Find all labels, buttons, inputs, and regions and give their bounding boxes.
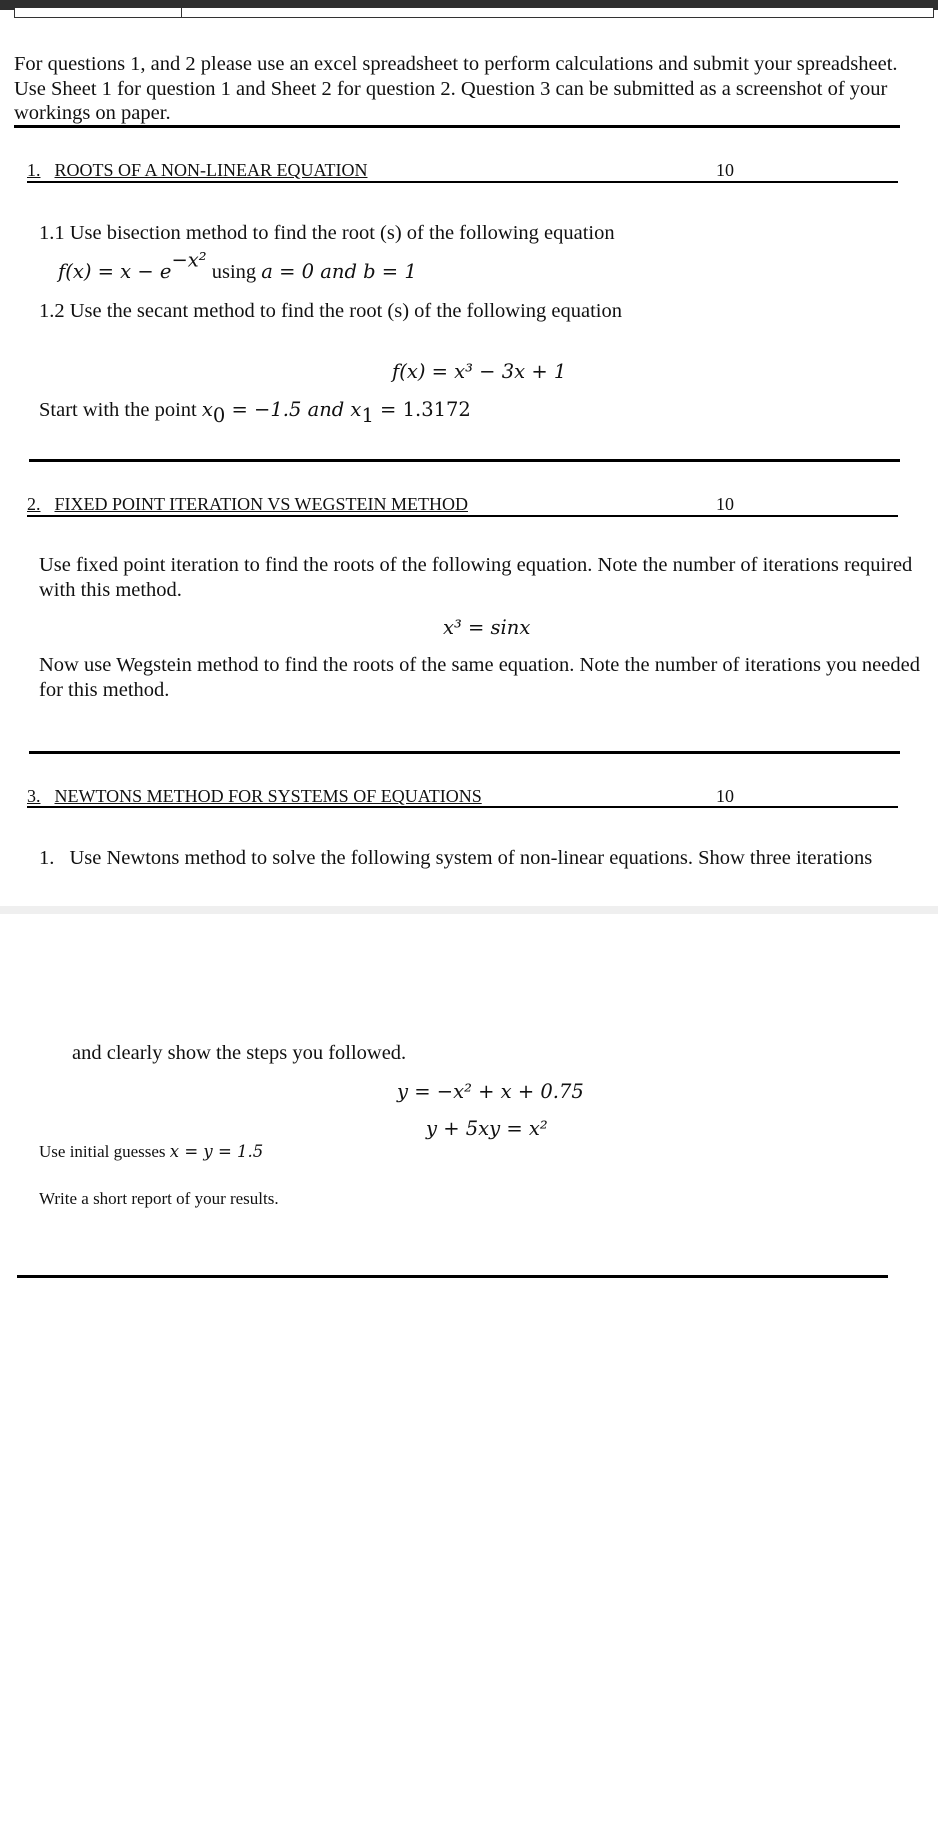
q1-part2-equation: f(x) = x³ − 3x + 1 — [392, 360, 567, 383]
q1-eq-lhs: f(x) = x − e — [58, 260, 172, 283]
final-rule — [17, 1275, 888, 1278]
q2-title: FIXED POINT ITERATION VS WEGSTEIN METHOD — [54, 494, 468, 514]
page-break — [0, 906, 938, 914]
q2-number: 2. — [27, 494, 41, 514]
q3-heading-rule — [27, 806, 898, 808]
q2-equation: x³ = sinx — [443, 616, 531, 639]
q1-part1-text: 1.1 Use bisection method to find the root (s) of the following equation — [39, 222, 615, 244]
q1-start-points — [39, 397, 471, 427]
q2-end-rule — [29, 751, 900, 754]
q3-marks: 10 — [716, 786, 734, 806]
intro-paragraph: For questions 1, and 2 please use an excel spreadsheet to perform calculations and submit your spreadsheet. Use Sheet 1 for question 1 and Sheet 2 for question 2. Question 3 can be submitted as a screenshot of your workings on paper. — [14, 53, 898, 124]
q1-heading-rule — [27, 181, 898, 183]
q2-heading — [27, 494, 468, 515]
q3-item-text: Use Newtons method to solve the following system of non-linear equations. Show three iterations — [69, 847, 873, 869]
q3-guess-equation: x = y = 1.5 — [169, 1142, 264, 1161]
q1-title: ROOTS OF A NON-LINEAR EQUATION — [54, 160, 368, 180]
q1-start-label: Start with the point — [39, 399, 197, 421]
q1-end-rule — [29, 459, 900, 462]
q1-x0: x — [201, 398, 213, 421]
q1-x1-sub: 1 — [361, 403, 374, 427]
q1-part1-equation — [58, 248, 417, 285]
q1-eq-bounds: a = 0 and b = 1 — [261, 260, 417, 283]
q2-heading-rule — [27, 515, 898, 517]
q1-marks: 10 — [716, 160, 734, 180]
q3-guess-label: Use initial guesses — [39, 1142, 166, 1161]
q2-paragraph-2: Now use Wegstein method to find the roots of the same equation. Note the number of iterations you needed for this method. — [39, 654, 920, 701]
q1-number: 1. — [27, 160, 41, 180]
q1-eq-exponent: −x² — [171, 248, 207, 272]
q3-item — [39, 846, 872, 871]
q3-report-instruction: Write a short report of your results. — [39, 1189, 279, 1208]
q3-equation-2 — [426, 1116, 548, 1140]
intro-rule — [14, 125, 900, 128]
q1-heading — [27, 160, 368, 181]
q1-x0-sub: 0 — [212, 403, 226, 427]
q3-eq1-text: y = −x² + x + 0.75 — [397, 1080, 584, 1103]
q3-title: NEWTONS METHOD FOR SYSTEMS OF EQUATIONS — [54, 786, 482, 806]
q3-equation-1 — [397, 1079, 584, 1103]
q3-item-number: 1. — [39, 847, 55, 869]
q3-heading — [27, 786, 482, 807]
q1-x1-mid: = −1.5 and x — [225, 398, 362, 421]
q1-x1-value: = 1.3172 — [373, 398, 471, 421]
q3-item-continued: and clearly show the steps you followed. — [72, 1042, 407, 1064]
q2-paragraph-1: Use fixed point iteration to find the roots of the following equation. Note the number of iterations required with this method. — [39, 554, 913, 601]
q2-marks: 10 — [716, 494, 734, 514]
q3-number: 3. — [27, 786, 41, 806]
q1-part2-text: 1.2 Use the secant method to find the root (s) of the following equation — [39, 300, 622, 322]
q1-eq-using: using — [211, 261, 257, 283]
header-table-edge — [14, 8, 934, 18]
q3-initial-guesses — [39, 1142, 263, 1162]
q3-eq2-text: y + 5xy = x² — [426, 1117, 548, 1140]
